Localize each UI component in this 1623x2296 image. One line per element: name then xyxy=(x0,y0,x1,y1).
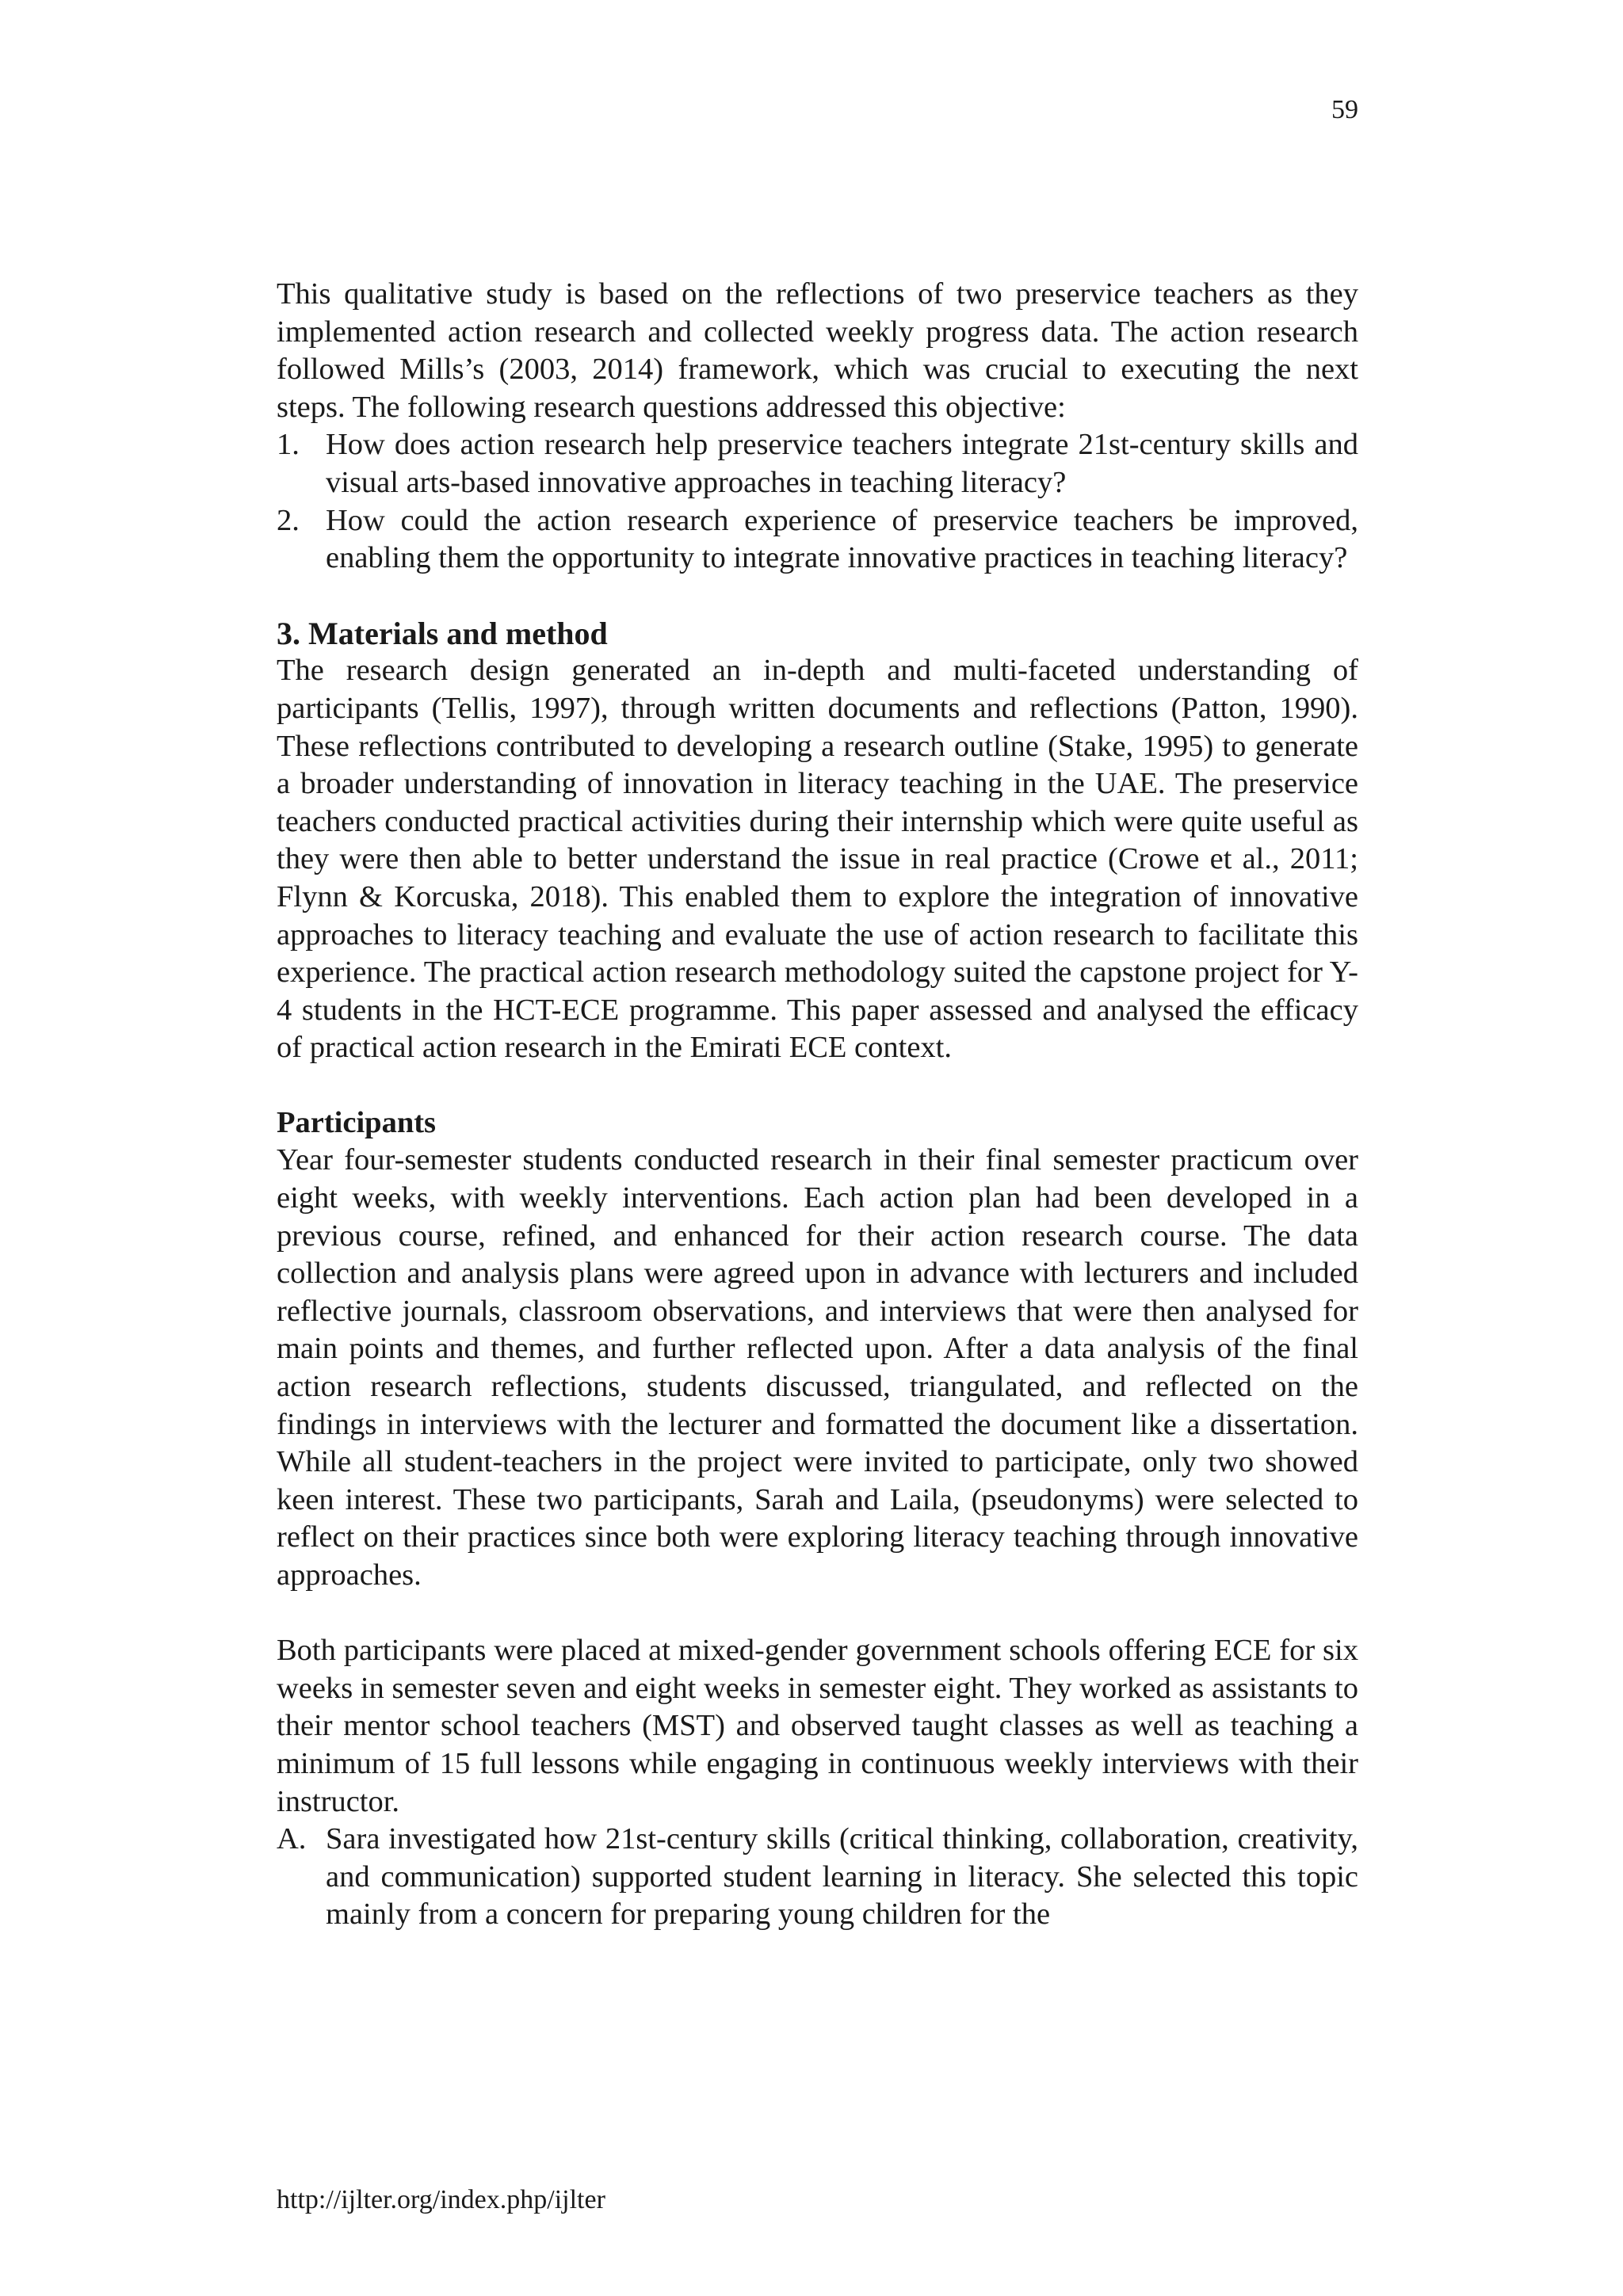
subsection-heading: Participants xyxy=(277,1105,437,1139)
methods-paragraph: The research design generated an in-depth and multi-faceted understanding of participants (Tellis, 1997), through written documents and reflections (Patton, 1990). These reflections contributed to developing a research outline (Stake, 1995) to generate a broader understanding of innovation in literacy teaching in the UAE. The preservice teachers conducted practical activities during their internship which were quite useful as they were then able to better understand the issue in real practice (Crowe et al., 2011; Flynn & Korcuska, 2018). This enabled them to explore the integration of innovative approaches to literacy teaching and evaluate the use of action research to facilitate this experience. The practical action research methodology suited the capstone project for Y-4 students in the HCT-ECE programme. This paper assessed and analysed the efficacy of practical action research in the Emirati ECE context. xyxy=(277,654,1358,1065)
list-item-text: How does action research help preservice teachers integrate 21st-century skills and visual arts-based innovative approaches in teaching literacy? xyxy=(326,428,1358,499)
participant-item-a xyxy=(277,1821,1358,1934)
list-item-text: Sara investigated how 21st-century skills (critical thinking, collaboration, creativity, and communication) supported student learning in literacy. She selected this topic mainly from a concern for preparing young children for the xyxy=(326,1822,1358,1932)
participants-paragraph-1: Year four-semester students conducted research in their final semester practicum over eight weeks, with weekly interventions. Each action plan had been developed in a previous course, refined, and enhanced for their action research course. The data collection and analysis plans were agreed upon in advance with lecturers and included reflective journals, classroom observations, and interviews that were then analysed for main points and themes, and further reflected upon. After a data analysis of the final action research reflections, students discussed, triangulated, and reflected on the findings in interviews with the lecturer and formatted the document like a dissertation. While all student-teachers in the project were invited to participate, only two showed keen interest. These two participants, Sarah and Laila, (pseudonyms) were selected to reflect on their practices since both were exploring literacy teaching through innovative approaches. xyxy=(277,1143,1358,1592)
list-marker: A. xyxy=(277,1822,307,1856)
list-item-text: How could the action research experience of preservice teachers be improved, enabling them the opportunity to integrate innovative practices in teaching literacy? xyxy=(326,503,1358,575)
page-number: 59 xyxy=(1331,95,1358,124)
research-question-1 xyxy=(277,426,1358,502)
footer-url: http://ijlter.org/index.php/ijlter xyxy=(277,2185,605,2214)
list-marker: 1. xyxy=(277,428,300,462)
research-question-2 xyxy=(277,502,1358,578)
page-body xyxy=(277,276,1358,1934)
intro-paragraph: This qualitative study is based on the reflections of two preservice teachers as they implemented action research and collected weekly progress data. The action research followed Mills’s (2003, 2014) framework, which was crucial to executing the next steps. The following research questions addressed this objective: xyxy=(277,277,1358,424)
list-marker: 2. xyxy=(277,503,300,537)
participants-paragraph-2: Both participants were placed at mixed-gender government schools offering ECE for six weeks in semester seven and eight weeks in semester eight. They worked as assistants to their mentor school teachers (MST) and observed taught classes as well as teaching a minimum of 15 full lessons while engaging in continuous weekly interviews with their instructor. xyxy=(277,1634,1358,1818)
participants-list xyxy=(277,1821,1358,1934)
research-questions-list xyxy=(277,426,1358,577)
section-heading: 3. Materials and method xyxy=(277,615,608,651)
